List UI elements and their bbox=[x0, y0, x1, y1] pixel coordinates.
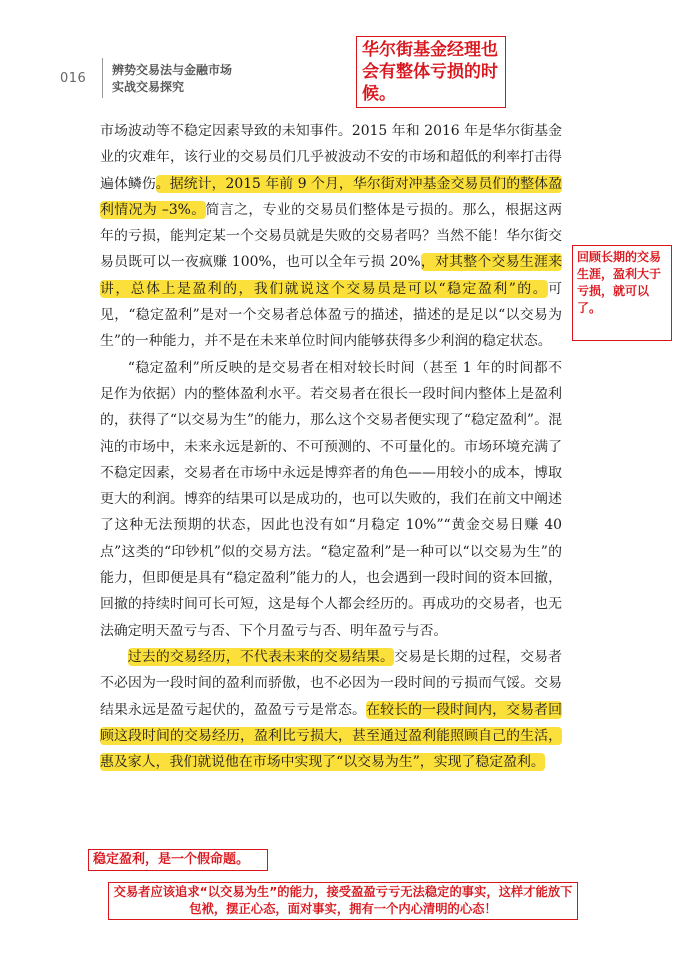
book-title-line2: 实战交易探究 bbox=[112, 80, 185, 94]
paragraph-1 bbox=[100, 118, 562, 355]
p1-text-3: 可见，“稳定盈利”是对一个交易者总体盈亏的描述，描述的是足以“以交易为生”的一种能力，并不是在未来单位时间内能够获得多少利润的稳定状态。 bbox=[100, 280, 562, 350]
p3-highlight-2: 在较长的一段时间内，交易者回顾这段时间的交易经历，盈利比亏损大，甚至通过盈利能照顾自己的生活，惠及家人，我们就说他在市场中实现了“以交易为生”，实现了稳定盈利。 bbox=[100, 701, 562, 771]
p1-highlight-1: 。据统计，2015 年前 9 个月，华尔街对冲基金交易员们的整体盈利情况为 –3%。 bbox=[100, 175, 562, 218]
book-title-line1: 辨势交易法与金融市场 bbox=[112, 63, 233, 77]
paragraph-2: “稳定盈利”所反映的是交易者在相对较长时间（甚至 1 年的时间都不足作为依据）内的整体盈利水平。若交易者在很长一段时间内整体上是盈利的，获得了“以交易为生”的能力，那么这个交易者便实现了“稳定盈利”。混沌的市场中，未来永远是新的、不可预测的、不可量化的。市场环境充满了不稳定因素，交易者在市场中永远是博弈者的角色——用较小的成本，博取更大的利润。博弈的结果可以是成功的，也可以失败的，我们在前文中阐述了这种无法预期的状态，因此也没有如“月稳定 10%”“黄金交易日赚 40 点”这类的“印钞机”似的交易方法。“稳定盈利”是一种可以“以交易为生”的能力，但即便是具有“稳定盈利”能力的人，也会遇到一段时间的资本回撤，回撤的持续时间可长可短，这是每个人都会经历的。再成功的交易者，也无法确定明天盈亏与否、下个月盈亏与否、明年盈亏与否。 bbox=[100, 359, 562, 639]
p3-highlight-1: 过去的交易经历，不代表未来的交易结果。 bbox=[127, 648, 394, 665]
paragraph-3 bbox=[100, 644, 562, 775]
page-number: 016 bbox=[60, 71, 87, 86]
annotation-middle: 稳定盈利，是一个假命题。 bbox=[88, 849, 268, 871]
running-header bbox=[112, 62, 232, 96]
p1-text-2: 简言之，专业的交易员们整体是亏损的。那么，根据这两年的亏损，能判定某一个交易员就是失败的交易者吗？当然不能！华尔街交易员既可以一夜疯赚 100%，也可以全年亏损 20% bbox=[100, 201, 562, 271]
header-divider bbox=[102, 58, 103, 98]
p3-text-1: 交易是长期的过程，交易者不必因为一段时间的盈利而骄傲，也不必因为一段时间的亏损而气馁。交易结果永远是盈亏起伏的，盈盈亏亏是常态。 bbox=[100, 648, 562, 718]
annotation-side: 回顾长期的交易生涯，盈利大于亏损，就可以了。 bbox=[572, 245, 672, 341]
annotation-top: 华尔街基金经理也会有整体亏损的时候。 bbox=[356, 36, 506, 108]
body-text bbox=[100, 118, 562, 775]
annotation-bottom: 交易者应该追求“以交易为生”的能力，接受盈盈亏亏无法稳定的事实，这样才能放下包袱，摆正心态，面对事实，拥有一个内心清明的心态！ bbox=[108, 882, 578, 920]
p1-text-1: 市场波动等不稳定因素导致的未知事件。2015 年和 2016 年是华尔街基金业的灾难年，该行业的交易员们几乎被波动不安的市场和超低的利率打击得遍体鳞伤 bbox=[100, 123, 562, 192]
p1-highlight-2: ，对其整个交易生涯来讲，总体上是盈利的，我们就说这个交易员是可以“稳定盈利”的。 bbox=[100, 254, 562, 297]
